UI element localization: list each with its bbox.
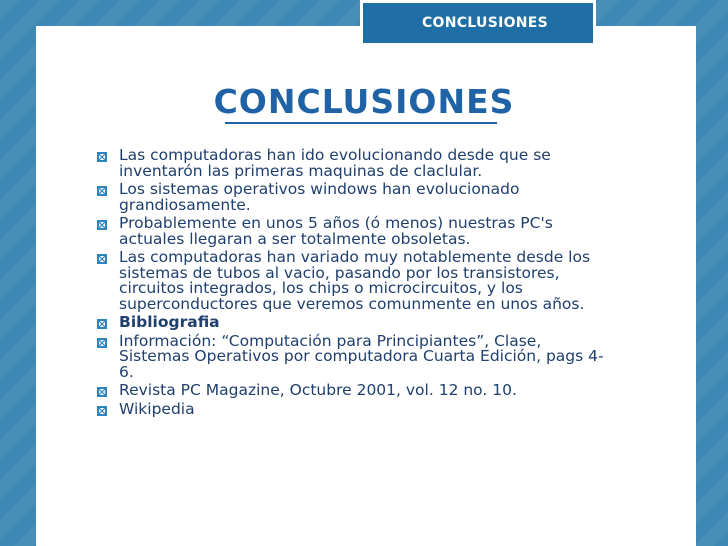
bullet-icon (96, 318, 108, 330)
bullet-icon (96, 386, 108, 398)
bullet-icon (96, 219, 108, 231)
bibliography-heading: Bibliografia (119, 313, 220, 331)
list-item (96, 331, 616, 381)
bullet-text: Los sistemas operativos windows han evolucionado grandiosamente. (119, 180, 520, 214)
list-item (96, 250, 616, 312)
list-item (96, 182, 616, 213)
list-item (96, 216, 616, 247)
list-item (96, 148, 616, 179)
list-item (96, 383, 616, 399)
bullet-icon (96, 253, 108, 265)
bullet-text: Las computadoras han variado muy notablemente desde los sistemas de tubos al vacio, pasando por los transistores, circuitos integrados, los chips o microcircuitos, y los superconductores que veremos comunmente en unos años. (119, 248, 591, 313)
slide-title: CONCLUSIONES (213, 82, 515, 121)
title-underline (225, 122, 497, 124)
list-item (96, 315, 616, 331)
bullet-text: Información: “Computación para Principiantes”, Clase, Sistemas Operativos por computadora Cuarta Edición, pags 4-6. (119, 331, 604, 381)
bullet-icon (96, 185, 108, 197)
section-tab: CONCLUSIONES (360, 0, 596, 46)
bullet-icon (96, 337, 108, 349)
bullet-icon (96, 405, 108, 417)
list-item (96, 399, 616, 418)
bullet-text: Las computadoras han ido evolucionando desde que se inventarón las primeras maquinas de claclular. (119, 146, 551, 180)
bullet-list (96, 148, 616, 420)
bullet-text: Wikipedia (119, 399, 195, 418)
bullet-icon (96, 151, 108, 163)
bullet-text: Probablemente en unos 5 años (ó menos) nuestras PC's actuales llegaran a ser totalmente obsoletas. (119, 214, 553, 248)
bullet-text: Revista PC Magazine, Octubre 2001, vol. 12 no. 10. (119, 381, 517, 399)
